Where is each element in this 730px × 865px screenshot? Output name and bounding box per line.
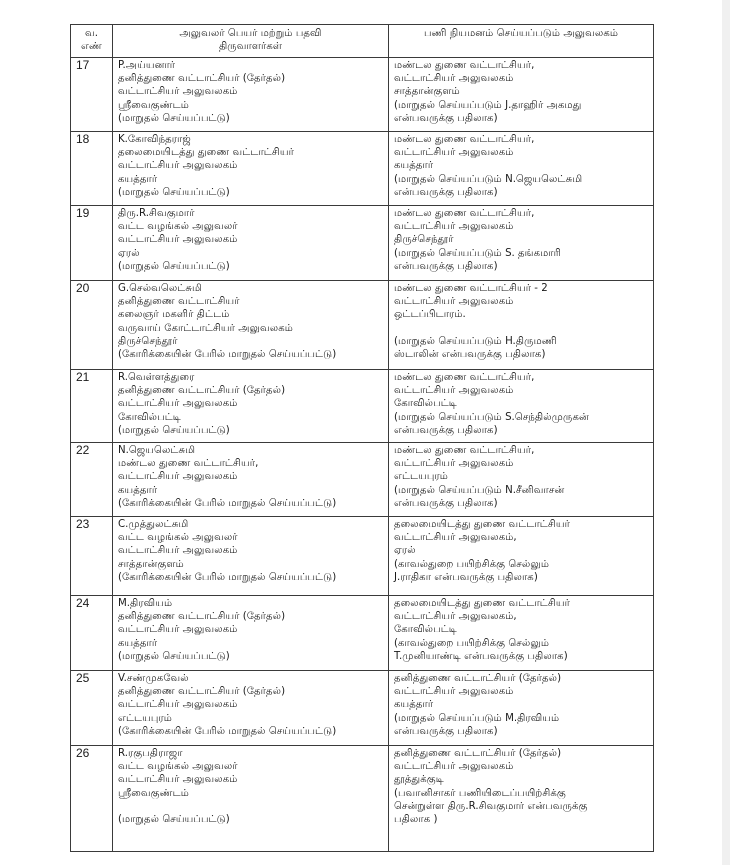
header-officer-name-designation: அலுவலர் பெயர் மற்றும் பதவி திருவாளர்கள் — [113, 25, 389, 58]
officer-line: (கோரிக்கையின் பேரில் மாறுதல் செய்யப்பட்டு) — [118, 571, 337, 583]
officer-line: வட்டாட்சியர் அலுவலகம் — [118, 774, 238, 786]
officer-line: கோவில்பட்டி — [118, 411, 181, 423]
serial-number-cell — [71, 517, 113, 596]
posting-line: (மாறுதல் செய்யப்படும் S. தங்கமாரி — [394, 247, 561, 259]
posting-cell — [389, 671, 654, 746]
officer-line: தலைமையிடத்து துணை வட்டாட்சியர் — [118, 147, 294, 159]
posting-line: (பவானிசாகர் பணியிடைப்பயிற்சிக்கு — [394, 787, 566, 799]
transfer-order-table — [70, 24, 654, 852]
posting-line: வட்டாட்சியர் அலுவலகம் — [394, 147, 514, 159]
officer-line: (மாறுதல் செய்யப்பட்டு) — [118, 186, 230, 198]
officer-line: தனித்துணை வட்டாட்சியர் (தேர்தல்) — [118, 611, 286, 623]
officer-line: வட்டாட்சியர் அலுவலகம் — [118, 398, 238, 410]
officer-cell — [113, 132, 389, 206]
officer-line: N.ஜெயலெட்சுமி — [118, 445, 196, 456]
posting-line: T.முனியாண்டி என்பவருக்கு பதிலாக) — [394, 650, 568, 662]
table-row — [71, 281, 654, 370]
table-row — [71, 206, 654, 281]
posting-line: (மாறுதல் செய்யப்படும் M.திரவியம் — [394, 712, 560, 724]
officer-line: வட்டாட்சியர் அலுவலகம் — [118, 86, 238, 98]
officer-line: R.வெள்ளத்துரை — [118, 372, 195, 383]
posting-cell — [389, 443, 654, 517]
serial-number-cell — [71, 132, 113, 206]
table-row — [71, 746, 654, 852]
officer-line: ஸ்ரீவைகுண்டம் — [118, 787, 189, 799]
posting-cell — [389, 517, 654, 596]
officer-line: திரு.R.சிவகுமார் — [118, 208, 195, 219]
officer-line: (மாறுதல் செய்யப்பட்டு) — [118, 424, 230, 436]
officer-line: M.திரவியம் — [118, 598, 173, 609]
posting-line: வட்டாட்சியர் அலுவலகம் — [394, 385, 514, 397]
officer-line: (மாறுதல் செய்யப்பட்டு) — [118, 650, 230, 662]
officer-line: வட்ட வழங்கல் அலுவலர் — [118, 532, 238, 544]
posting-line: மண்டல துணை வட்டாட்சியர், — [394, 445, 535, 456]
serial-number-cell — [71, 281, 113, 370]
officer-line: எட்டயபுரம் — [118, 712, 172, 724]
serial-number: 17 — [76, 58, 90, 72]
officer-line: கலைஞர் மகளிர் திட்டம் — [118, 309, 230, 321]
officer-line: கயத்தார் — [118, 173, 158, 185]
posting-line: தலைமையிடத்து துணை வட்டாட்சியர் — [394, 519, 570, 530]
serial-number: 18 — [76, 132, 90, 146]
posting-cell — [389, 132, 654, 206]
posting-line: வட்டாட்சியர் அலுவலகம் — [394, 761, 514, 773]
posting-line: மண்டல துணை வட்டாட்சியர், — [394, 372, 535, 383]
officer-line: தனித்துணை வட்டாட்சியர் (தேர்தல்) — [118, 73, 286, 85]
officer-line: தனித்துணை வட்டாட்சியர் (தேர்தல்) — [118, 686, 286, 698]
officer-line: தனித்துணை வட்டாட்சியர் — [118, 296, 240, 308]
officer-cell — [113, 281, 389, 370]
posting-line: வட்டாட்சியர் அலுவலகம் — [394, 73, 514, 85]
table-row — [71, 58, 654, 132]
officer-line: வட்டாட்சியர் அலுவலகம் — [118, 699, 238, 711]
officer-line: வட்டாட்சியர் அலுவலகம் — [118, 471, 238, 483]
serial-number: 19 — [76, 206, 90, 220]
officer-line: C.முத்துலட்சுமி — [118, 519, 189, 530]
officer-line: (மாறுதல் செய்யப்பட்டு) — [118, 112, 230, 124]
officer-line: வருவாய் கோட்டாட்சியர் அலுவலகம் — [118, 322, 293, 334]
posting-line: என்பவருக்கு பதிலாக) — [394, 725, 498, 737]
blank-line — [394, 322, 648, 335]
officer-cell — [113, 671, 389, 746]
serial-number: 26 — [76, 746, 90, 760]
officer-line: (மாறுதல் செய்யப்பட்டு) — [118, 813, 230, 825]
officer-line: P.அய்யனார் — [118, 60, 176, 71]
posting-line: வட்டாட்சியர் அலுவலகம் — [394, 221, 514, 233]
table-row — [71, 132, 654, 206]
officer-line: வட்ட வழங்கல் அலுவலர் — [118, 761, 238, 773]
officer-cell — [113, 596, 389, 671]
officer-line: (கோரிக்கையின் பேரில் மாறுதல் செய்யப்பட்டு) — [118, 725, 337, 737]
officer-line: கயத்தார் — [118, 484, 158, 496]
serial-number-cell — [71, 443, 113, 517]
posting-line: சென்றுள்ள திரு.R.சிவகுமார் என்பவருக்கு — [394, 800, 588, 812]
posting-line: கயத்தார் — [394, 699, 434, 711]
posting-line: தூத்துக்குடி — [394, 774, 444, 786]
posting-line: சாத்தான்குளம் — [394, 86, 460, 98]
serial-number: 25 — [76, 671, 90, 685]
officer-cell — [113, 443, 389, 517]
serial-number: 21 — [76, 370, 90, 384]
serial-number: 24 — [76, 596, 90, 610]
posting-line: மண்டல துணை வட்டாட்சியர், — [394, 208, 535, 219]
officer-line: வட்டாட்சியர் அலுவலகம் — [118, 234, 238, 246]
officer-line: ஏரல் — [118, 247, 140, 259]
posting-cell — [389, 370, 654, 443]
officer-line: (கோரிக்கையின் பேரில் மாறுதல் செய்யப்பட்டு) — [118, 497, 337, 509]
posting-line: பதிலாக ) — [394, 814, 438, 826]
officer-line: ஸ்ரீவைகுண்டம் — [118, 99, 189, 111]
officer-cell — [113, 746, 389, 852]
posting-line: கோவில்பட்டி — [394, 398, 457, 410]
posting-line: (மாறுதல் செய்யப்படும் N.சீனிவாசன் — [394, 484, 565, 496]
posting-line: எட்டயபுரம் — [394, 471, 448, 483]
officer-line: G.செல்வலெட்சுமி — [118, 283, 203, 294]
posting-line: ஒட்டப்பிடாரம். — [394, 309, 466, 321]
officer-line: திருச்செந்தூர் — [118, 335, 178, 347]
officer-line: சாத்தான்குளம் — [118, 558, 184, 570]
serial-number-cell — [71, 671, 113, 746]
posting-line: (காவல்துறை பயிற்சிக்கு செல்லும் — [394, 637, 550, 649]
page-edge-strip — [722, 0, 730, 865]
posting-line: திருச்செந்தூர் — [394, 234, 454, 246]
officer-line: தனித்துணை வட்டாட்சியர் (தேர்தல்) — [118, 385, 286, 397]
posting-line: வட்டாட்சியர் அலுவலகம் — [394, 686, 514, 698]
posting-line: மண்டல துணை வட்டாட்சியர் - 2 — [394, 283, 548, 294]
posting-line: ஏரல் — [394, 545, 416, 557]
serial-number-cell — [71, 206, 113, 281]
posting-cell — [389, 596, 654, 671]
serial-number-cell — [71, 596, 113, 671]
officer-line: வட்டாட்சியர் அலுவலகம் — [118, 624, 238, 636]
posting-line: என்பவருக்கு பதிலாக) — [394, 424, 498, 436]
header-posting-office: பணி நியமனம் செய்யப்படும் அலுவலகம் — [389, 25, 654, 58]
posting-line: மண்டல துணை வட்டாட்சியர், — [394, 134, 535, 145]
serial-number: 22 — [76, 443, 90, 457]
posting-line: மண்டல துணை வட்டாட்சியர், — [394, 60, 535, 71]
table-row — [71, 671, 654, 746]
officer-cell — [113, 206, 389, 281]
table-row — [71, 370, 654, 443]
officer-line: கயத்தார் — [118, 637, 158, 649]
posting-line: J.ராதிகா என்பவருக்கு பதிலாக) — [394, 571, 538, 583]
serial-number: 23 — [76, 517, 90, 531]
posting-line: என்பவருக்கு பதிலாக) — [394, 260, 498, 272]
posting-line: வட்டாட்சியர் அலுவலகம் — [394, 296, 514, 308]
posting-line: வட்டாட்சியர் அலுவலகம், — [394, 611, 517, 623]
posting-line: தலைமையிடத்து துணை வட்டாட்சியர் — [394, 598, 570, 609]
serial-number-cell — [71, 746, 113, 852]
table-row — [71, 443, 654, 517]
posting-line: (மாறுதல் செய்யப்படும் J.தாஹிர் அகமது — [394, 99, 582, 111]
posting-cell — [389, 746, 654, 852]
posting-line: என்பவருக்கு பதிலாக) — [394, 186, 498, 198]
posting-line: (மாறுதல் செய்யப்படும் N.ஜெயலெட்சுமி — [394, 173, 583, 185]
serial-number: 20 — [76, 281, 90, 295]
posting-line: தனித்துணை வட்டாட்சியர் (தேர்தல்) — [394, 748, 562, 759]
officer-line: K.கோவிந்தராஜ் — [118, 134, 191, 145]
posting-line: என்பவருக்கு பதிலாக) — [394, 497, 498, 509]
officer-line: R.ரகுபதிராஜா — [118, 748, 183, 759]
officer-line: V.சண்முகவேல் — [118, 673, 189, 684]
posting-line: வட்டாட்சியர் அலுவலகம், — [394, 532, 517, 544]
officer-line: (கோரிக்கையின் பேரில் மாறுதல் செய்யப்பட்டு) — [118, 349, 337, 361]
serial-number-cell — [71, 370, 113, 443]
table-header-row — [71, 25, 654, 58]
posting-line: என்பவருக்கு பதிலாக) — [394, 112, 498, 124]
serial-number-cell — [71, 58, 113, 132]
posting-line: வட்டாட்சியர் அலுவலகம் — [394, 458, 514, 470]
posting-line: கயத்தார் — [394, 160, 434, 172]
posting-cell — [389, 206, 654, 281]
posting-line: தனித்துணை வட்டாட்சியர் (தேர்தல்) — [394, 673, 562, 684]
officer-line: வட்டாட்சியர் அலுவலகம் — [118, 545, 238, 557]
posting-line: (மாறுதல் செய்யப்படும் S.செந்தில்முருகன் — [394, 411, 589, 423]
posting-cell — [389, 281, 654, 370]
table-row — [71, 596, 654, 671]
officer-line: வட்ட வழங்கல் அலுவலர் — [118, 221, 238, 233]
officer-line: வட்டாட்சியர் அலுவலகம் — [118, 160, 238, 172]
posting-line: கோவில்பட்டி — [394, 624, 457, 636]
officer-cell — [113, 517, 389, 596]
posting-line: (காவல்துறை பயிற்சிக்கு செல்லும் — [394, 558, 550, 570]
header-serial-number: வ. எண் — [71, 25, 113, 58]
posting-line: ஸ்டாலின் என்பவருக்கு பதிலாக) — [394, 348, 546, 360]
officer-cell — [113, 370, 389, 443]
officer-line: மண்டல துணை வட்டாட்சியர், — [118, 458, 259, 470]
posting-line: (மாறுதல் செய்யப்படும் H.திருமணி — [394, 335, 557, 347]
table-row — [71, 517, 654, 596]
officer-cell — [113, 58, 389, 132]
posting-cell — [389, 58, 654, 132]
blank-line — [118, 800, 383, 813]
officer-line: (மாறுதல் செய்யப்பட்டு) — [118, 260, 230, 272]
